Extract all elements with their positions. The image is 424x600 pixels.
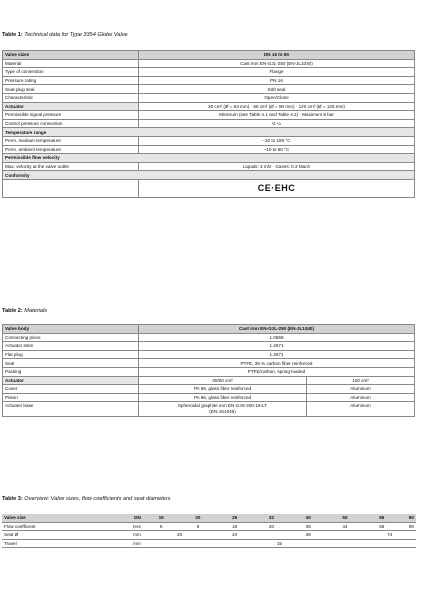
row-col2: Aluminum	[307, 385, 415, 394]
row-label: Pressure rating	[3, 76, 139, 85]
technical-data-table	[2, 50, 415, 198]
row-label: Packing	[3, 367, 139, 376]
header-unit: DN	[82, 514, 143, 522]
actuator-value: 30 cm² (Ø = 63 mm) · 60 cm² (Ø = 90 mm) · 120 cm² (Ø = 125 mm)	[139, 102, 415, 111]
row-label: Flat plug	[3, 350, 139, 359]
row-col1-line2: (EN-JS1049)	[209, 408, 236, 414]
row-label: Seat Ø	[2, 531, 82, 540]
row-col2: Aluminum	[307, 402, 415, 417]
travel-cell: 15	[143, 539, 416, 548]
row-unit: mm	[82, 531, 143, 540]
valve-sizes-table	[2, 514, 416, 548]
row-label: Seat-plug seal	[3, 85, 139, 94]
kvs-cell: 36	[290, 522, 327, 531]
row-value: 1.4571	[139, 350, 415, 359]
seat-cell: 20	[143, 531, 217, 540]
table3-caption-title: Overview: Valve sizes, flow coefficients and seat diameters	[24, 496, 171, 502]
actuator-label: Actuator	[3, 376, 139, 385]
row-label: Connecting piece	[3, 333, 139, 342]
temperature-section-label: Temperature range	[3, 128, 415, 137]
kvs-cell: 9	[180, 522, 217, 531]
table3-caption	[2, 496, 171, 503]
actuator-col2: 120 cm²	[307, 376, 415, 385]
size-cell: 25	[216, 514, 253, 522]
actuator-col1: 30/60 cm²	[139, 376, 307, 385]
table1-caption	[2, 32, 128, 39]
row-label: Actuator base	[3, 402, 139, 417]
table2-caption-label: Table 2:	[2, 308, 23, 314]
row-label: Control pressure connection	[3, 119, 139, 128]
size-cell: 50	[327, 514, 364, 522]
table1-caption-label: Table 1:	[2, 32, 23, 38]
row-col1	[139, 402, 307, 417]
row-unit: Kvs	[82, 522, 143, 531]
size-cell: 80	[400, 514, 416, 522]
row-label: Flow coefficient	[2, 522, 82, 531]
materials-table	[2, 324, 415, 417]
row-label: Characteristic	[3, 93, 139, 102]
table3-caption-label: Table 3:	[2, 496, 23, 502]
kvs-cell: 65	[363, 522, 400, 531]
table2-caption	[2, 308, 47, 315]
kvs-cell: 44	[327, 522, 364, 531]
row-label: Material	[3, 59, 139, 68]
row-unit: mm	[82, 539, 143, 548]
row-value: PN 16	[139, 76, 415, 85]
seat-cell: 74	[363, 531, 416, 540]
row-value: –10 to 60 °C	[139, 145, 415, 154]
row-value: 1.0566	[139, 333, 415, 342]
header-label: Valve body	[3, 325, 139, 334]
table1-caption-title: Technical data for Type 3354 Globe Valve	[24, 32, 128, 38]
size-cell: 15	[143, 514, 180, 522]
size-cell: 65	[363, 514, 400, 522]
table2-caption-title: Materials	[24, 308, 47, 314]
row-label: Permissible signal pressure	[3, 111, 139, 120]
row-label: Piston	[3, 393, 139, 402]
row-col1-line1: Spheroidal graphite iron EN-GJS-400-18-LT	[177, 403, 268, 409]
kvs-cell: 20	[253, 522, 290, 531]
row-label: Actuator stem	[3, 342, 139, 351]
kvs-cell: 90	[400, 522, 416, 531]
row-col1: PA 66, glass fiber reinforced	[139, 393, 307, 402]
row-label: Cover	[3, 385, 139, 394]
row-label: Type of connection	[3, 68, 139, 77]
row-value: G ¼	[139, 119, 415, 128]
header-value: Cast iron EN-GJL-250 (EN-JL1040)	[139, 325, 415, 334]
row-col1: PA 66, glass fiber reinforced	[139, 385, 307, 394]
conformity-section-label: Conformity	[3, 171, 415, 180]
row-value: Open/Close	[139, 93, 415, 102]
row-value: Liquids: 3 m/s · Gases: 0.3 Mach	[139, 162, 415, 171]
size-cell: 40	[290, 514, 327, 522]
size-cell: 20	[180, 514, 217, 522]
size-cell: 32	[253, 514, 290, 522]
row-value: 1.4571	[139, 342, 415, 351]
row-value: –10 to 180 °C	[139, 136, 415, 145]
row-label: Perm. ambient temperature	[3, 145, 139, 154]
row-value: Minimum (see Table 4.1 and Table 4.2) · Maximum 8 bar	[139, 111, 415, 120]
row-value: Soft seal	[139, 85, 415, 94]
kvs-cell: 6	[143, 522, 180, 531]
row-value: PTFE, 35 % carbon fiber reinforced	[139, 359, 415, 368]
row-label: Perm. medium temperature	[3, 136, 139, 145]
kvs-cell: 18	[216, 522, 253, 531]
row-col2: Aluminum	[307, 393, 415, 402]
ce-eac-mark: CE·EHC	[139, 179, 415, 197]
row-value: PTFE/carbon, spring-loaded	[139, 367, 415, 376]
flow-section-label: Permissible flow velocity	[3, 154, 415, 163]
seat-cell: 48	[253, 531, 363, 540]
row-value: Cast iron EN-GJL-250 (EN-JL1040)	[139, 59, 415, 68]
header-label: Valve size	[2, 514, 82, 522]
row-value: Flange	[139, 68, 415, 77]
row-label: Travel	[2, 539, 82, 548]
row-label: Seal	[3, 359, 139, 368]
row-label: Max. velocity at the valve outlet	[3, 162, 139, 171]
header-value: DN 15 to 80	[139, 51, 415, 60]
header-label: Valve sizes	[3, 51, 139, 60]
actuator-label: Actuator	[3, 102, 139, 111]
seat-cell: 24	[216, 531, 253, 540]
